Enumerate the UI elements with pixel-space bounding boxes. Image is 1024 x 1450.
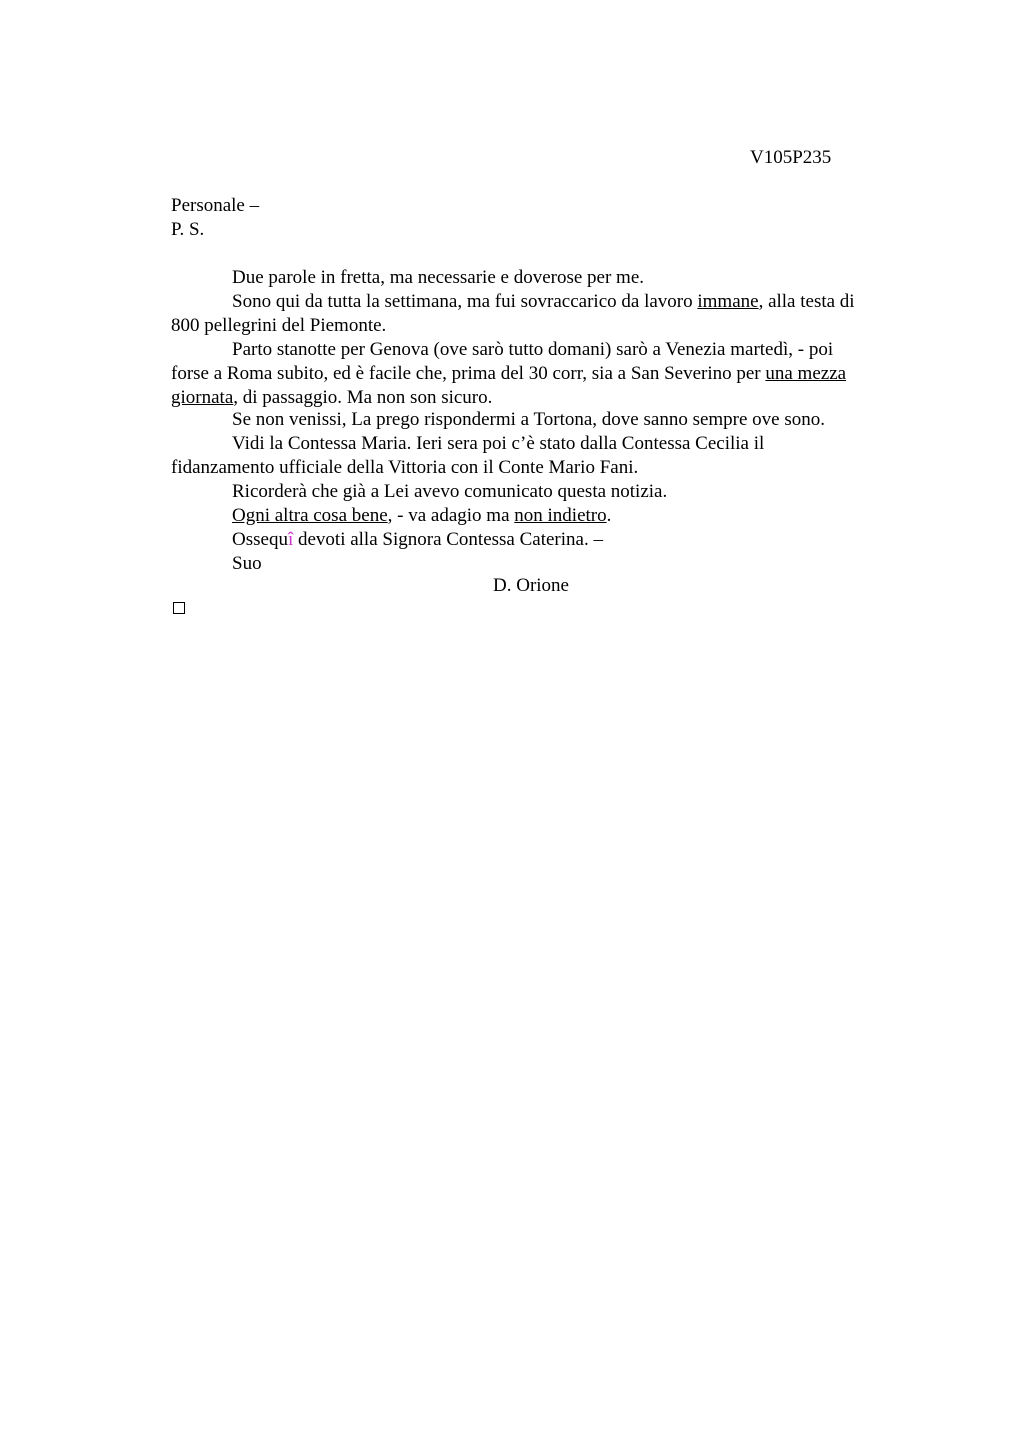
heading-personale: Personale – xyxy=(171,195,260,216)
underlined-word-giornata: giornata xyxy=(171,387,234,408)
paragraph-5-line-2: fidanzamento ufficiale della Vittoria con il Conte Mario Fani. xyxy=(171,457,639,478)
underlined-phrase-non-indietro: non indietro xyxy=(514,505,607,526)
text-run: devoti alla Signora Contessa Caterina. – xyxy=(293,529,603,550)
paragraph-6: Ricorderà che già a Lei avevo comunicato questa notizia. xyxy=(232,481,668,502)
signature: D. Orione xyxy=(493,575,569,596)
paragraph-7 xyxy=(232,504,911,528)
paragraph-3-line-3 xyxy=(171,386,911,410)
paragraph-1: Due parole in fretta, ma necessarie e doverose per me. xyxy=(232,267,644,288)
document-reference: V105P235 xyxy=(750,147,832,168)
text-run: , - va adagio ma xyxy=(387,505,515,526)
paragraph-3-line-2 xyxy=(171,362,911,386)
paragraph-2-line-2: 800 pellegrini del Piemonte. xyxy=(171,315,387,336)
underlined-word-immane: immane xyxy=(697,291,759,312)
paragraph-8 xyxy=(232,528,911,552)
text-run: forse a Roma subito, ed è facile che, prima del 30 corr, sia a San Severino per xyxy=(171,363,766,384)
paragraph-3-line-1: Parto stanotte per Genova (ove sarò tutto domani) sarò a Venezia martedì, - poi xyxy=(232,339,834,360)
paragraph-5-line-1: Vidi la Contessa Maria. Ieri sera poi c’è stato dalla Contessa Cecilia il xyxy=(232,433,765,454)
end-box-icon xyxy=(173,602,185,614)
text-run: Sono qui da tutta la settimana, ma fui sovraccarico da lavoro xyxy=(232,291,698,312)
text-run: , di passaggio. Ma non son sicuro. xyxy=(233,387,493,408)
text-run: Ossequ xyxy=(232,529,288,550)
closing-suo: Suo xyxy=(232,553,262,574)
highlighted-character: î xyxy=(287,529,294,550)
underlined-phrase-ogni-altra-cosa-bene: Ogni altra cosa bene xyxy=(232,505,388,526)
text-run: . xyxy=(606,505,612,526)
paragraph-2-line-1 xyxy=(232,290,911,314)
text-run: , alla testa di xyxy=(758,291,855,312)
underlined-phrase-una-mezza: una mezza xyxy=(765,363,847,384)
heading-ps: P. S. xyxy=(171,219,205,240)
paragraph-4: Se non venissi, La prego rispondermi a Tortona, dove sanno sempre ove sono. xyxy=(232,409,826,430)
